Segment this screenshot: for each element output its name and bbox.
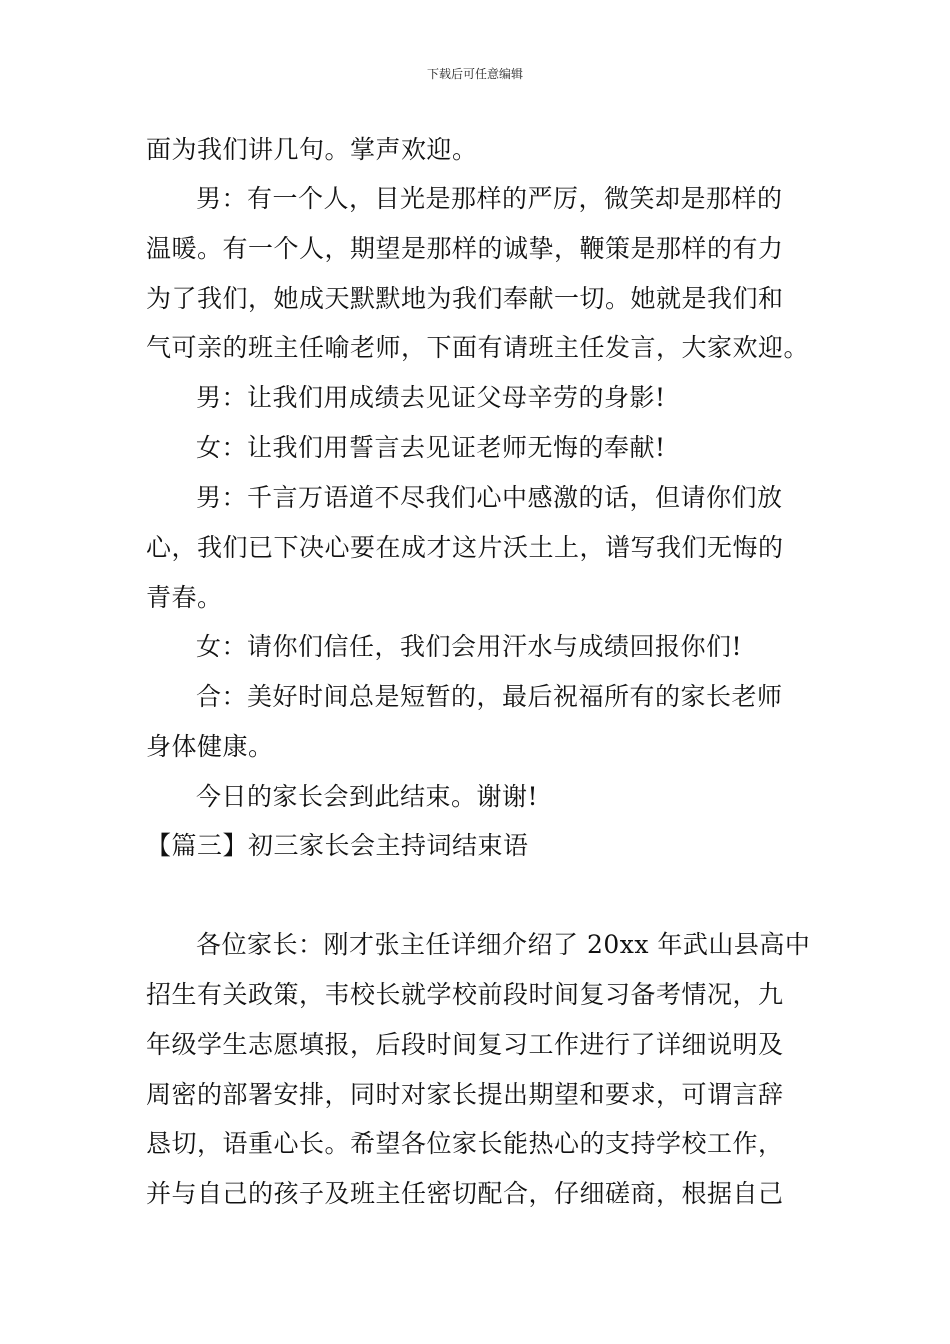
text-line: 男：有一个人，目光是那样的严厉，微笑却是那样的 — [196, 184, 783, 213]
text-line: 温暖。有一个人，期望是那样的诚挚，鞭策是那样的有力 — [146, 234, 784, 263]
text-line: 合：美好时间总是短暂的，最后祝福所有的家长老师 — [196, 682, 783, 711]
section-heading: 【篇三】初三家长会主持词结束语 — [146, 831, 529, 860]
text-line: 今日的家长会到此结束。谢谢! — [196, 782, 539, 811]
text-line: 心，我们已下决心要在成才这片沃土上，谱写我们无悔的 — [146, 533, 784, 562]
text-line: 男：让我们用成绩去见证父母辛劳的身影! — [196, 383, 666, 412]
text-line: 女：请你们信任，我们会用汗水与成绩回报你们! — [196, 632, 743, 661]
text-line: 并与自己的孩子及班主任密切配合，仔细磋商，根据自己 — [146, 1179, 784, 1208]
text-line: 周密的部署安排，同时对家长提出期望和要求，可谓言辞 — [146, 1080, 784, 1109]
text-line: 为了我们，她成天默默地为我们奉献一切。她就是我们和 — [146, 284, 784, 313]
text-line: 面为我们讲几句。掌声欢迎。 — [146, 135, 478, 164]
text-line: 招生有关政策，韦校长就学校前段时间复习备考情况，九 — [146, 980, 784, 1009]
text-line: 身体健康。 — [146, 732, 274, 761]
text-line: 年级学生志愿填报，后段时间复习工作进行了详细说明及 — [146, 1030, 784, 1059]
text-line: 气可亲的班主任喻老师，下面有请班主任发言，大家欢迎。 — [146, 333, 810, 362]
text-line: 恳切，语重心长。希望各位家长能热心的支持学校工作， — [146, 1129, 784, 1158]
text-line: 各位家长：刚才张主任详细介绍了 20xx 年武山县高中 — [196, 930, 811, 959]
text-line: 男：千言万语道不尽我们心中感激的话，但请你们放 — [196, 483, 783, 512]
text-line: 青春。 — [146, 583, 223, 612]
text-line: 女：让我们用誓言去见证老师无悔的奉献! — [196, 433, 666, 462]
page-header: 下载后可任意编辑 — [426, 67, 523, 81]
